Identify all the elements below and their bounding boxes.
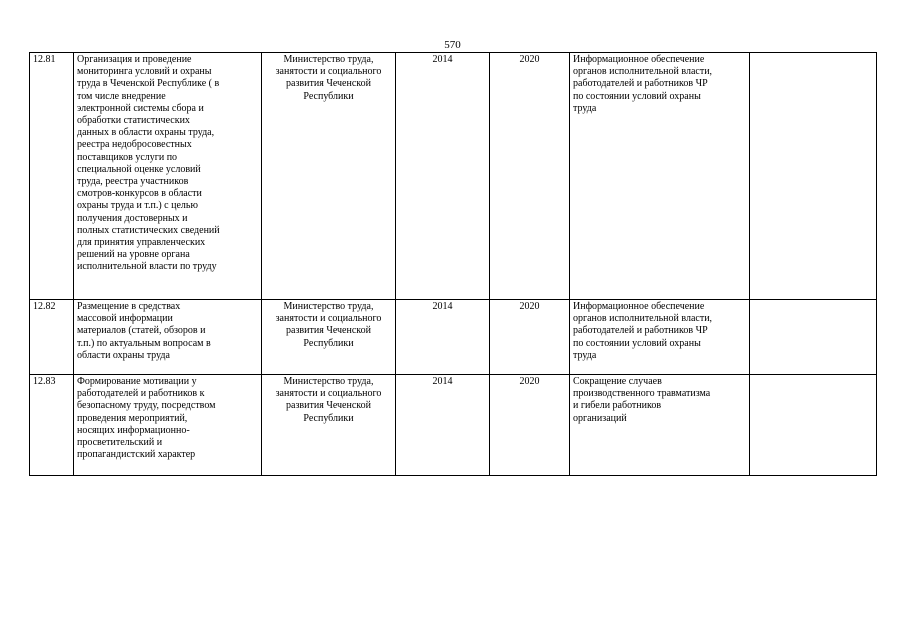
note-cell [750, 300, 877, 375]
expected-result: Информационное обеспечение органов исполнительной власти, работодателей и работников ЧР по состоянии условий охраны труда [570, 53, 750, 300]
executor: Министерство труда, занятости и социального развития Чеченской Республики [262, 53, 396, 300]
table-row [30, 375, 877, 476]
end-year: 2020 [490, 300, 570, 375]
note-cell [750, 53, 877, 300]
expected-result: Сокращение случаев производственного травматизма и гибели работников организаций [570, 375, 750, 476]
end-year: 2020 [490, 375, 570, 476]
measures-table [29, 52, 877, 476]
table-row [30, 53, 877, 300]
executor: Министерство труда, занятости и социального развития Чеченской Республики [262, 375, 396, 476]
expected-result: Информационное обеспечение органов исполнительной власти, работодателей и работников ЧР по состоянии условий охраны труда [570, 300, 750, 375]
executor: Министерство труда, занятости и социального развития Чеченской Республики [262, 300, 396, 375]
measure-name: Размещение в средствах массовой информации материалов (статей, обзоров и т.п.) по актуальным вопросам в области охраны труда [74, 300, 262, 375]
measure-name: Организация и проведение мониторинга условий и охраны труда в Чеченской Республике ( в том числе внедрение электронной системы сбора и обработки статистических данных в области охраны труда, реестра недобросовестных поставщиков услуги по специальной оценке условий труда, реестра участников смотров-конкурсов в области охраны труда и т.п.) с целью получения достоверных и полных статистических сведений для принятия управленческих решений на уровне органа исполнительной власти по труду [74, 53, 262, 300]
start-year: 2014 [396, 300, 490, 375]
table-row [30, 300, 877, 375]
row-number: 12.82 [30, 300, 74, 375]
end-year: 2020 [490, 53, 570, 300]
row-number: 12.81 [30, 53, 74, 300]
measure-name: Формирование мотивации у работодателей и работников к безопасному труду, посредством проведения мероприятий, носящих информационно- просветительский и пропагандистский характер [74, 375, 262, 476]
start-year: 2014 [396, 53, 490, 300]
start-year: 2014 [396, 375, 490, 476]
note-cell [750, 375, 877, 476]
page-number: 570 [444, 39, 461, 51]
row-number: 12.83 [30, 375, 74, 476]
